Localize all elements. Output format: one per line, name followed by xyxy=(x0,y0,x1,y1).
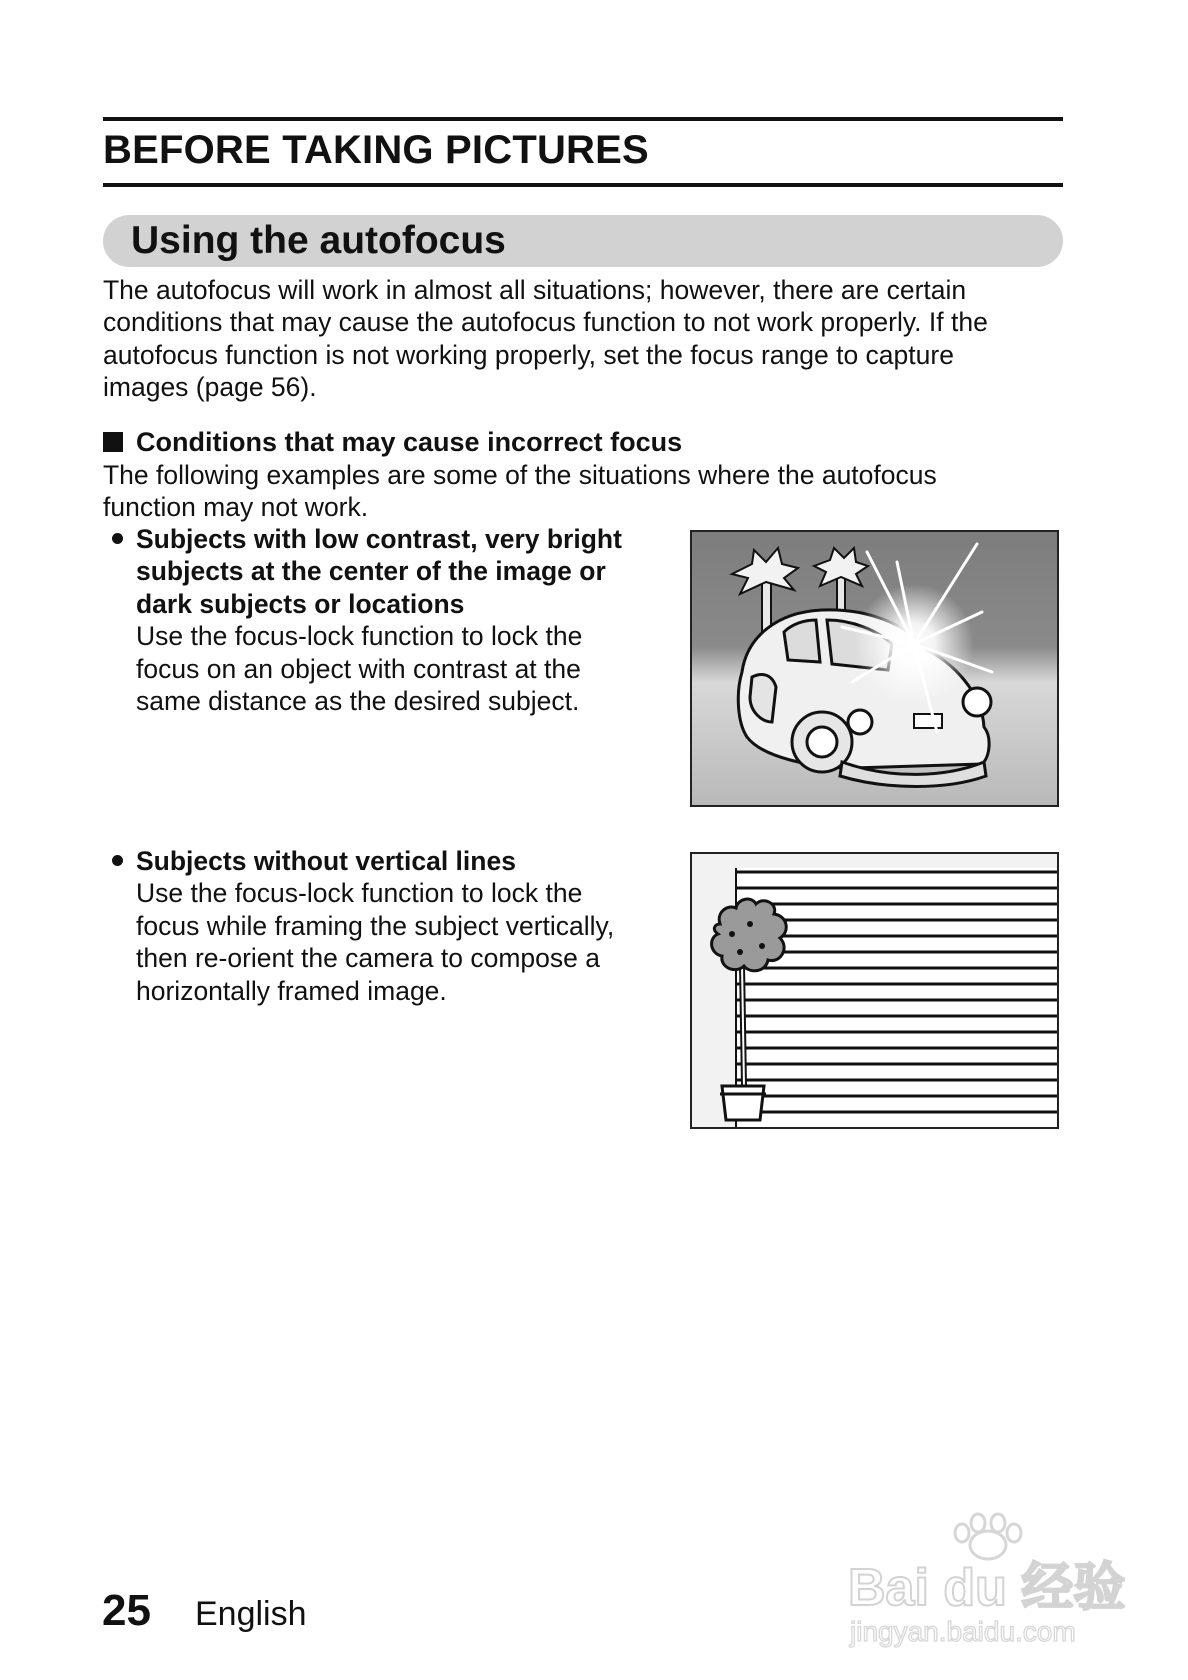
horizontal-lines-svg xyxy=(692,854,1057,1127)
condition-body-line: then re-orient the camera to compose a xyxy=(136,943,600,974)
condition-title-line: dark subjects or locations xyxy=(136,588,465,619)
condition-body-line: same distance as the desired subject. xyxy=(136,686,580,717)
horizontal-lines-illustration xyxy=(690,852,1059,1129)
condition-body-line: focus on an object with contrast at the xyxy=(136,653,581,684)
condition-body-line: Use the focus-lock function to lock the xyxy=(136,878,583,909)
page-number: 25 xyxy=(102,1586,151,1635)
conditions-intro-line: function may not work. xyxy=(103,492,369,523)
intro-line: The autofocus will work in almost all situations; however, there are certain xyxy=(103,275,967,305)
header-bottom-rule xyxy=(103,183,1063,187)
condition-item-no-vertical-lines xyxy=(136,845,676,1007)
bullet-icon xyxy=(112,533,123,544)
bullet-icon xyxy=(112,855,123,866)
watermark-url-text: jingyan.baidu.com xyxy=(850,1616,1076,1647)
conditions-intro xyxy=(103,459,937,524)
conditions-intro-line: The following examples are some of the situations where the autofocus xyxy=(103,460,937,490)
intro-line: autofocus function is not working properly, set the focus range to capture xyxy=(103,339,954,370)
square-bullet-icon xyxy=(103,432,123,452)
section-title: Using the autofocus xyxy=(131,219,506,262)
baidu-paw-logo-icon xyxy=(838,1505,1138,1650)
conditions-heading-text: Conditions that may cause incorrect focus xyxy=(136,427,683,457)
intro-paragraph xyxy=(103,274,988,404)
condition-title-line: subjects at the center of the image or xyxy=(136,556,606,587)
condition-body-line: Use the focus-lock function to lock the xyxy=(136,621,583,652)
header-top-rule xyxy=(103,117,1063,121)
condition-body-line: horizontally framed image. xyxy=(136,975,447,1006)
condition-title-line: Subjects with low contrast, very bright xyxy=(136,524,622,554)
baidu-watermark xyxy=(838,1505,1138,1650)
bright-car-illustration xyxy=(690,530,1059,807)
conditions-heading xyxy=(103,426,682,458)
intro-line: images (page 56). xyxy=(103,372,317,403)
watermark-brand-text: Bai du 经验 xyxy=(848,1559,1126,1617)
condition-title-line: Subjects without vertical lines xyxy=(136,846,516,876)
intro-line: conditions that may cause the autofocus function to not work properly. If the xyxy=(103,307,988,338)
bright-car-svg xyxy=(692,532,1057,805)
page-language: English xyxy=(195,1595,307,1633)
condition-body-line: focus while framing the subject vertically, xyxy=(136,910,615,941)
condition-item-low-contrast xyxy=(136,523,676,717)
chapter-title: BEFORE TAKING PICTURES xyxy=(103,128,649,172)
